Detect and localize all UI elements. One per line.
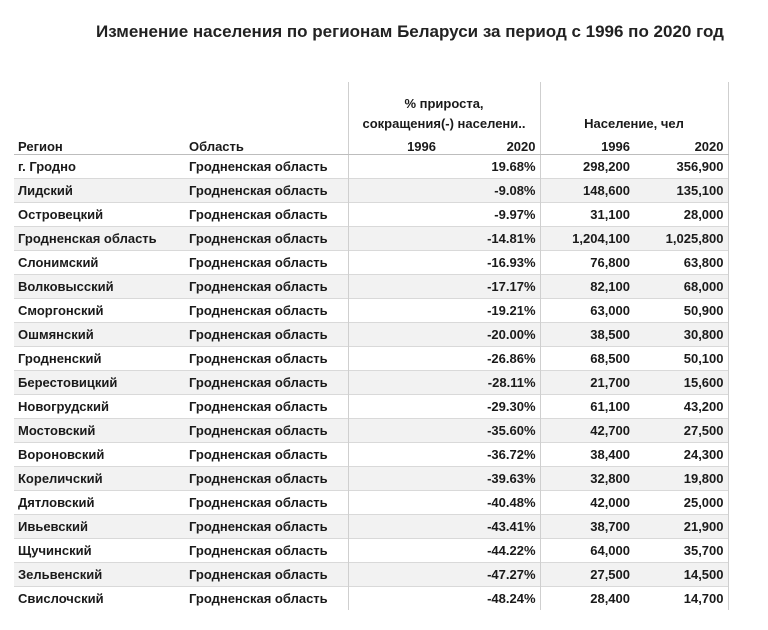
cell-oblast: Гродненская область xyxy=(185,155,348,179)
cell-region: Ошмянский xyxy=(14,323,185,347)
cell-oblast: Гродненская область xyxy=(185,179,348,203)
cell-oblast: Гродненская область xyxy=(185,323,348,347)
cell-pct-2020: -40.48% xyxy=(440,491,540,515)
cell-pct-2020: -43.41% xyxy=(440,515,540,539)
cell-region: Гродненская область xyxy=(14,227,185,251)
cell-oblast: Гродненская область xyxy=(185,443,348,467)
cell-region: Островецкий xyxy=(14,203,185,227)
cell-pop-2020: 50,100 xyxy=(634,347,728,371)
cell-oblast: Гродненская область xyxy=(185,563,348,587)
cell-pct-1996 xyxy=(348,155,440,179)
cell-pct-1996 xyxy=(348,251,440,275)
cell-pop-1996: 38,400 xyxy=(540,443,634,467)
table-row xyxy=(14,539,728,563)
header-blank-region xyxy=(14,82,185,134)
table-row xyxy=(14,515,728,539)
table-row xyxy=(14,347,728,371)
cell-pct-1996 xyxy=(348,179,440,203)
cell-pop-2020: 25,000 xyxy=(634,491,728,515)
cell-pop-2020: 21,900 xyxy=(634,515,728,539)
cell-pct-1996 xyxy=(348,539,440,563)
cell-pop-1996: 61,100 xyxy=(540,395,634,419)
cell-pop-1996: 42,700 xyxy=(540,419,634,443)
cell-pop-1996: 63,000 xyxy=(540,299,634,323)
cell-pct-2020: -26.86% xyxy=(440,347,540,371)
cell-pop-1996: 298,200 xyxy=(540,155,634,179)
cell-pop-1996: 38,700 xyxy=(540,515,634,539)
cell-pct-2020: -35.60% xyxy=(440,419,540,443)
cell-pct-1996 xyxy=(348,203,440,227)
cell-pop-2020: 356,900 xyxy=(634,155,728,179)
cell-oblast: Гродненская область xyxy=(185,347,348,371)
cell-pct-1996 xyxy=(348,491,440,515)
cell-region: Зельвенский xyxy=(14,563,185,587)
cell-pop-2020: 30,800 xyxy=(634,323,728,347)
table-row xyxy=(14,419,728,443)
cell-pct-2020: -19.21% xyxy=(440,299,540,323)
cell-pop-1996: 38,500 xyxy=(540,323,634,347)
cell-region: Мостовский xyxy=(14,419,185,443)
table-row xyxy=(14,371,728,395)
header-year-row xyxy=(14,134,728,155)
cell-pop-1996: 42,000 xyxy=(540,491,634,515)
cell-pct-2020: 19.68% xyxy=(440,155,540,179)
cell-pop-1996: 21,700 xyxy=(540,371,634,395)
table-row xyxy=(14,563,728,587)
table-row xyxy=(14,443,728,467)
cell-pop-2020: 135,100 xyxy=(634,179,728,203)
cell-region: Сморгонский xyxy=(14,299,185,323)
cell-pop-2020: 68,000 xyxy=(634,275,728,299)
header-pop-group: Население, чел xyxy=(540,82,728,134)
cell-region: Ивьевский xyxy=(14,515,185,539)
cell-pct-1996 xyxy=(348,515,440,539)
table-row xyxy=(14,203,728,227)
header-region: Регион xyxy=(14,134,185,155)
cell-pop-1996: 32,800 xyxy=(540,467,634,491)
cell-pop-2020: 14,700 xyxy=(634,587,728,611)
cell-pct-2020: -17.17% xyxy=(440,275,540,299)
cell-region: г. Гродно xyxy=(14,155,185,179)
cell-region: Свислочский xyxy=(14,587,185,611)
header-pct-group xyxy=(348,82,540,134)
cell-pop-2020: 14,500 xyxy=(634,563,728,587)
cell-oblast: Гродненская область xyxy=(185,371,348,395)
cell-pct-2020: -28.11% xyxy=(440,371,540,395)
cell-pct-1996 xyxy=(348,395,440,419)
table-body xyxy=(14,155,728,611)
cell-pct-1996 xyxy=(348,371,440,395)
header-oblast: Область xyxy=(185,134,348,155)
header-pct-group-label: % прироста, сокращения(-) населени.. xyxy=(362,96,526,131)
cell-pop-1996: 76,800 xyxy=(540,251,634,275)
cell-pop-2020: 15,600 xyxy=(634,371,728,395)
table-row xyxy=(14,179,728,203)
cell-pct-2020: -44.22% xyxy=(440,539,540,563)
cell-region: Гродненский xyxy=(14,347,185,371)
table-row xyxy=(14,227,728,251)
table-row xyxy=(14,467,728,491)
cell-region: Вороновский xyxy=(14,443,185,467)
cell-pop-2020: 1,025,800 xyxy=(634,227,728,251)
cell-pct-2020: -36.72% xyxy=(440,443,540,467)
cell-region: Лидский xyxy=(14,179,185,203)
cell-region: Щучинский xyxy=(14,539,185,563)
cell-pct-1996 xyxy=(348,275,440,299)
cell-region: Волковысский xyxy=(14,275,185,299)
header-pop-1996: 1996 xyxy=(540,134,634,155)
cell-oblast: Гродненская область xyxy=(185,299,348,323)
cell-oblast: Гродненская область xyxy=(185,395,348,419)
cell-pct-2020: -9.97% xyxy=(440,203,540,227)
cell-oblast: Гродненская область xyxy=(185,251,348,275)
cell-pop-2020: 28,000 xyxy=(634,203,728,227)
cell-oblast: Гродненская область xyxy=(185,539,348,563)
table-row xyxy=(14,323,728,347)
cell-pop-1996: 31,100 xyxy=(540,203,634,227)
table-row xyxy=(14,395,728,419)
header-blank-oblast xyxy=(185,82,348,134)
cell-oblast: Гродненская область xyxy=(185,227,348,251)
cell-pct-2020: -29.30% xyxy=(440,395,540,419)
table-row xyxy=(14,299,728,323)
cell-pct-1996 xyxy=(348,323,440,347)
cell-pop-1996: 82,100 xyxy=(540,275,634,299)
cell-pop-1996: 148,600 xyxy=(540,179,634,203)
cell-pop-2020: 63,800 xyxy=(634,251,728,275)
cell-region: Новогрудский xyxy=(14,395,185,419)
cell-oblast: Гродненская область xyxy=(185,419,348,443)
cell-pct-2020: -20.00% xyxy=(440,323,540,347)
cell-pop-1996: 68,500 xyxy=(540,347,634,371)
cell-pop-1996: 64,000 xyxy=(540,539,634,563)
cell-pct-1996 xyxy=(348,587,440,611)
cell-pct-2020: -14.81% xyxy=(440,227,540,251)
cell-pct-2020: -9.08% xyxy=(440,179,540,203)
table-row xyxy=(14,251,728,275)
cell-pct-1996 xyxy=(348,299,440,323)
cell-pop-2020: 50,900 xyxy=(634,299,728,323)
header-pct-1996: 1996 xyxy=(348,134,440,155)
table-row xyxy=(14,275,728,299)
cell-pop-2020: 19,800 xyxy=(634,467,728,491)
table-row xyxy=(14,491,728,515)
cell-oblast: Гродненская область xyxy=(185,587,348,611)
cell-region: Дятловский xyxy=(14,491,185,515)
cell-pct-1996 xyxy=(348,227,440,251)
table-row xyxy=(14,155,728,179)
cell-pop-2020: 43,200 xyxy=(634,395,728,419)
header-pop-2020: 2020 xyxy=(634,134,728,155)
cell-oblast: Гродненская область xyxy=(185,275,348,299)
cell-pct-2020: -16.93% xyxy=(440,251,540,275)
cell-pop-2020: 35,700 xyxy=(634,539,728,563)
cell-oblast: Гродненская область xyxy=(185,515,348,539)
cell-pop-2020: 27,500 xyxy=(634,419,728,443)
cell-pct-1996 xyxy=(348,443,440,467)
cell-pct-2020: -47.27% xyxy=(440,563,540,587)
cell-pct-1996 xyxy=(348,467,440,491)
cell-pct-2020: -39.63% xyxy=(440,467,540,491)
cell-pct-1996 xyxy=(348,563,440,587)
cell-pop-1996: 27,500 xyxy=(540,563,634,587)
header-group-row xyxy=(14,82,728,134)
cell-pop-1996: 1,204,100 xyxy=(540,227,634,251)
cell-region: Берестовицкий xyxy=(14,371,185,395)
cell-oblast: Гродненская область xyxy=(185,203,348,227)
cell-region: Кореличский xyxy=(14,467,185,491)
chart-title: Изменение населения по регионам Беларуси за период с 1996 по 2020 год xyxy=(96,22,724,41)
cell-pct-1996 xyxy=(348,347,440,371)
header-pct-2020: 2020 xyxy=(440,134,540,155)
cell-pop-1996: 28,400 xyxy=(540,587,634,611)
cell-oblast: Гродненская область xyxy=(185,491,348,515)
cell-pop-2020: 24,300 xyxy=(634,443,728,467)
table-row xyxy=(14,587,728,611)
cell-pct-2020: -48.24% xyxy=(440,587,540,611)
cell-pct-1996 xyxy=(348,419,440,443)
cell-region: Слонимский xyxy=(14,251,185,275)
population-table xyxy=(14,82,729,610)
cell-oblast: Гродненская область xyxy=(185,467,348,491)
